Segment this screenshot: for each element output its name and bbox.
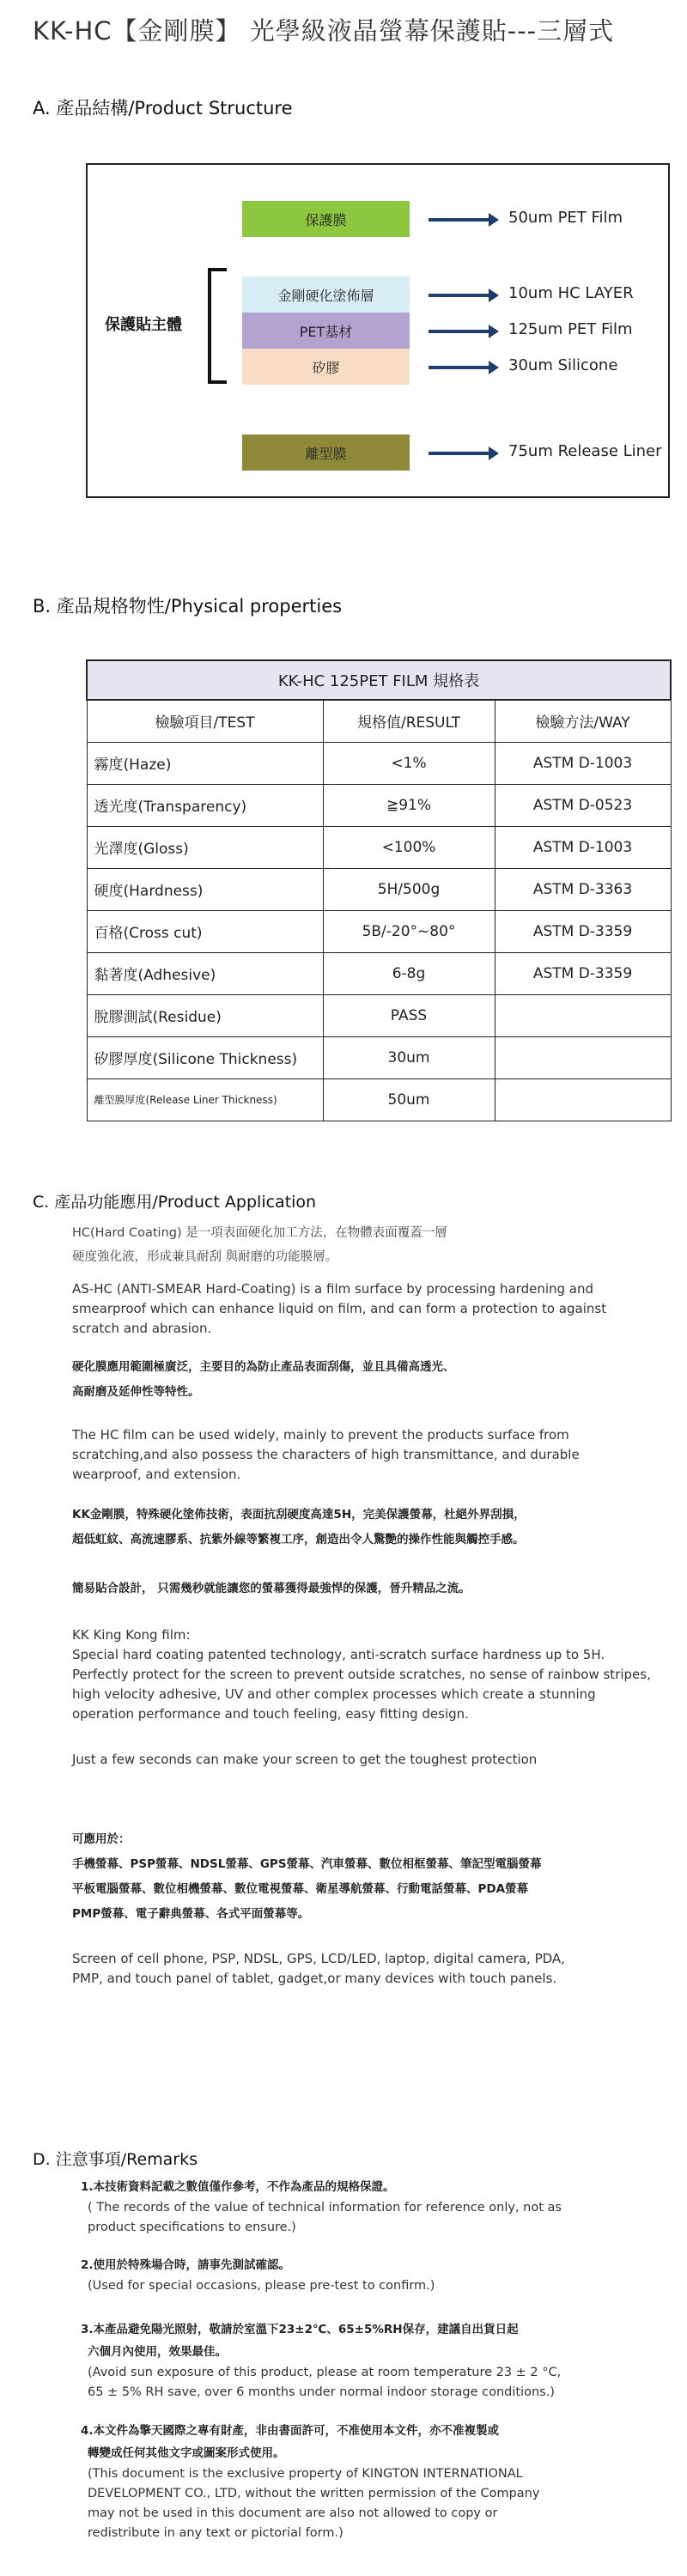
toughest-protection-en	[72, 1750, 673, 1770]
arrow-right-icon	[429, 294, 490, 297]
table-row	[87, 994, 671, 1036]
remark-zh: 4.本文件為擎天國際之專有財產，非由書面許可，不准使用本文件，亦不准複製或	[81, 2424, 500, 2438]
text-line: 硬度強化液，形成兼具耐刮 與耐磨的功能膜層。	[72, 1250, 338, 1264]
structure-diagram	[86, 163, 670, 498]
column-header: 檢驗方法/WAY	[495, 700, 671, 742]
text-line: 可應用於：	[72, 1832, 131, 1846]
usage-list-en	[72, 1949, 673, 1989]
result-cell: 30um	[323, 1036, 495, 1078]
text-line: PMP, and touch panel of tablet, gadget,or many devices with touch panels.	[72, 1971, 557, 1986]
layer-value: 75um Release Liner	[508, 442, 662, 460]
text-line: scratching,and also possess the characters of high transmittance, and durable	[72, 1447, 580, 1462]
text-line: AS-HC (ANTI-SMEAR Hard-Coating) is a film surface by processing hardening and	[72, 1281, 594, 1297]
remark-item	[81, 2176, 673, 2238]
text-line: 超低虹紋、高流速膠系、抗紫外線等繁複工序，創造出令人驚艷的操作性能與觸控手感。	[72, 1533, 525, 1546]
text-line: KK King Kong film:	[72, 1627, 191, 1643]
table-row	[87, 952, 671, 994]
layer-hard-coating: 金剛硬化塗佈層	[242, 276, 410, 313]
column-header: 規格值/RESULT	[323, 700, 495, 742]
section-application-heading: C. 產品功能應用/Product Application	[33, 1193, 317, 1212]
text-line: 平板電腦螢幕、數位相機螢幕、數位電視螢幕、衛星導航螢幕、行動電話螢幕、PDA螢幕	[72, 1882, 529, 1896]
table-title: KK-HC 125PET FILM 規格表	[87, 660, 671, 700]
text-line: operation performance and touch feeling, easy fitting design.	[72, 1706, 469, 1722]
result-cell: 5B/-20°~80°	[323, 910, 495, 952]
test-cell: 硬度(Hardness)	[87, 868, 323, 910]
remark-en: (Avoid sun exposure of this product, please at room temperature 23 ± 2 °C,	[88, 2366, 562, 2379]
text-line: scratch and abrasion.	[72, 1321, 212, 1336]
remark-en: DEVELOPMENT CO., LTD, without the written permission of the Company	[88, 2487, 540, 2500]
test-cell: 百格(Cross cut)	[87, 910, 323, 952]
text-line: HC(Hard Coating) 是一項表面硬化加工方法，在物體表面覆蓋一層	[72, 1226, 447, 1240]
text-line: PMP螢幕、電子辭典螢幕、各式平面螢幕等。	[72, 1907, 310, 1921]
section-remarks-heading: D. 注意事項/Remarks	[33, 2150, 198, 2169]
remark-zh: 六個月內使用，效果最佳。	[88, 2345, 227, 2359]
arrow-right-icon	[429, 330, 490, 333]
test-cell: 黏著度(Adhesive)	[87, 952, 323, 994]
remark-item	[81, 2318, 673, 2403]
layer-value: 30um Silicone	[508, 356, 618, 374]
text-line: 簡易貼合設計， 只需幾秒就能讓您的螢幕獲得最強悍的保護，晉升精品之流。	[72, 1582, 471, 1595]
remark-zh: 轉變成任何其他文字或圖案形式使用。	[88, 2446, 285, 2460]
text-line: wearproof, and extension.	[72, 1467, 241, 1482]
layer-value: 50um PET Film	[508, 209, 623, 227]
remark-zh: 1.本技術資料記載之數值僅作參考，不作為產品的規格保證。	[81, 2180, 395, 2194]
layer-value: 10um HC LAYER	[508, 284, 634, 302]
test-cell: 透光度(Transparency)	[87, 784, 323, 826]
arrow-right-icon	[429, 218, 490, 222]
kk-features-zh	[72, 1503, 673, 1552]
remark-en: (Used for special occasions, please pre-test to confirm.)	[88, 2279, 435, 2293]
layer-bracket	[208, 268, 227, 384]
page-title: KK-HC【金剛膜】 光學級液晶螢幕保護貼---三層式	[33, 16, 615, 46]
test-cell: 矽膠厚度(Silicone Thickness)	[87, 1036, 323, 1078]
section-structure-heading: A. 產品結構/Product Structure	[33, 98, 293, 118]
column-header: 檢驗項目/TEST	[87, 700, 323, 742]
hc-description-zh	[72, 1221, 673, 1269]
test-cell: 霧度(Haze)	[87, 742, 323, 784]
kk-features-en	[72, 1625, 673, 1724]
table-row	[87, 784, 671, 826]
result-cell: <1%	[323, 742, 495, 784]
method-cell: ASTM D-3363	[495, 868, 671, 910]
remark-en: product specifications to ensure.)	[88, 2221, 296, 2234]
table-row	[87, 1036, 671, 1078]
text-line: 高耐磨及延伸性等特性。	[72, 1385, 200, 1399]
text-line: Just a few seconds can make your screen to get the toughest protection	[72, 1752, 538, 1767]
layer-pet-base: PET基材	[242, 313, 410, 349]
arrow-right-icon	[429, 366, 490, 369]
arrow-right-icon	[429, 452, 490, 455]
method-cell: ASTM D-1003	[495, 826, 671, 868]
text-line: The HC film can be used widely, mainly to prevent the products surface from	[72, 1427, 569, 1443]
main-body-label: 保護貼主體	[105, 316, 182, 334]
test-cell: 脫膠測試(Residue)	[87, 994, 323, 1036]
method-cell: ASTM D-3359	[495, 910, 671, 952]
text-line: smearproof which can enhance liquid on film, and can form a protection to against	[72, 1301, 607, 1316]
easy-fit-zh	[72, 1577, 673, 1601]
test-cell: 光澤度(Gloss)	[87, 826, 323, 868]
result-cell: <100%	[323, 826, 495, 868]
result-cell: 5H/500g	[323, 868, 495, 910]
table-row	[87, 1078, 671, 1121]
table-row	[87, 826, 671, 868]
method-cell	[495, 994, 671, 1036]
text-line: Perfectly protect for the screen to prevent outside scratches, no sense of rainbow stripes,	[72, 1667, 651, 1682]
method-cell: ASTM D-3359	[495, 952, 671, 994]
remark-item	[81, 2420, 673, 2543]
text-line: 手機螢幕、PSP螢幕、NDSL螢幕、GPS螢幕、汽車螢幕、數位相框螢幕、筆記型電腦螢幕	[72, 1857, 542, 1871]
remark-en: (This document is the exclusive property of KINGTON INTERNATIONAL	[88, 2467, 523, 2481]
remark-en: ( The records of the value of technical information for reference only, not as	[88, 2201, 562, 2215]
text-line: KK金剛膜，特殊硬化塗佈技術，表面抗刮硬度高達5H，完美保護螢幕，杜絕外界刮損，	[72, 1508, 526, 1522]
spec-table	[86, 659, 672, 1121]
remark-en: 65 ± 5% RH save, over 6 months under normal indoor storage conditions.)	[88, 2385, 555, 2399]
method-cell: ASTM D-1003	[495, 742, 671, 784]
usage-list-zh	[72, 1827, 673, 1927]
application-range-en	[72, 1425, 673, 1485]
method-cell: ASTM D-0523	[495, 784, 671, 826]
remark-zh: 2.使用於特殊場合時，請事先測試確認。	[81, 2258, 291, 2272]
table-row	[87, 742, 671, 784]
text-line: 硬化膜應用範圍極廣泛，主要目的為防止產品表面刮傷，並且具備高透光、	[72, 1360, 455, 1374]
method-cell	[495, 1078, 671, 1121]
table-row	[87, 868, 671, 910]
application-range-zh	[72, 1355, 673, 1405]
text-line: high velocity adhesive, UV and other complex processes which create a stunning	[72, 1686, 596, 1702]
section-properties-heading: B. 產品規格物性/Physical properties	[33, 596, 343, 617]
method-cell	[495, 1036, 671, 1078]
layer-release-liner: 離型膜	[242, 434, 410, 471]
table-row	[87, 910, 671, 952]
result-cell: 6-8g	[323, 952, 495, 994]
text-line: Screen of cell phone, PSP, NDSL, GPS, LCD/LED, laptop, digital camera, PDA,	[72, 1951, 565, 1966]
layer-silicone: 矽膠	[242, 349, 410, 385]
remark-zh: 3.本產品避免陽光照射，敬請於室溫下23±2℃、65±5%RH保存，建議自出貨日起	[81, 2323, 519, 2336]
result-cell: PASS	[323, 994, 495, 1036]
layer-protective-film: 保護膜	[242, 201, 410, 237]
text-line: Special hard coating patented technology, anti-scratch surface hardness up to 5H.	[72, 1647, 605, 1662]
remark-item	[81, 2254, 673, 2296]
result-cell: ≧91%	[323, 784, 495, 826]
layer-value: 125um PET Film	[508, 320, 633, 338]
remark-en: may not be used in this document are also not allowed to copy or	[88, 2506, 498, 2520]
test-cell: 離型膜厚度(Release Liner Thickness)	[87, 1078, 323, 1121]
remark-en: redistribute in any text or pictorial form.)	[88, 2526, 344, 2540]
hc-description-en	[72, 1279, 673, 1339]
result-cell: 50um	[323, 1078, 495, 1121]
